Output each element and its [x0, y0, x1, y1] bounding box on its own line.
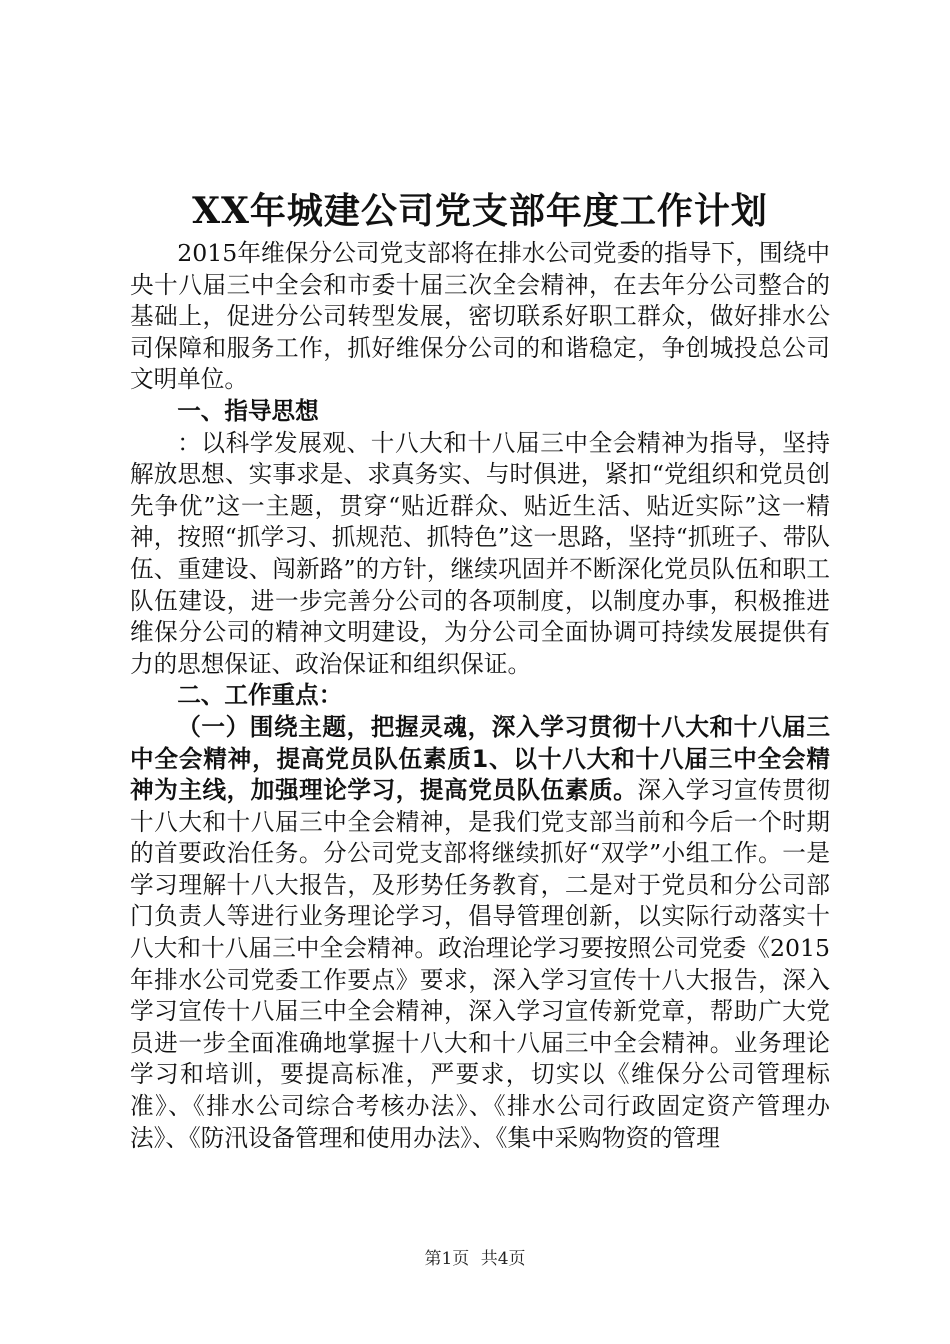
work-focus-body: 深入学习宣传贯彻十八大和十八届三中全会精神，是我们党支部当前和今后一个时期的首要政治任务。分公司党支部将继续抓好“双学”小组工作。一是学习理解十八大报告，及形势任务教育，二是对于党员和分公司部门负责人等进行业务理论学习，倡导管理创新，以实际行动落实十八大和十八届三中全会精神。政治理论学习要按照公司党委《2015年排水公司党委工作要点》要求，深入学习宣传十八大报告，深入学习宣传十八届三中全会精神，深入学习宣传新党章，帮助广大党员进一步全面准确地掌握十八大和十八届三中全会精神。业务理论学习和培训，要提高标准，严要求，切实以《维保分公司管理标准》、《排水公司综合考核办法》、《排水公司行政固定资产管理办法》、《防汛设备管理和使用办法》、《集中采购物资的管理	[130, 776, 831, 1152]
work-focus-paragraph	[130, 712, 830, 1154]
page-total: 共4页	[480, 1249, 526, 1269]
section-heading-work-focus: 二、工作重点：	[177, 681, 343, 710]
work-focus-subheading: （一）围绕主题，把握灵魂，深入学习贯彻十八大和十八届三中全会精神，提高党员队伍素质1、以十八大和十八届三中全会精神为主线，加强理论学习，提高党员队伍素质。	[130, 712, 830, 805]
guiding-thought-paragraph: ：以科学发展观、十八大和十八届三中全会精神为指导，坚持解放思想、实事求是、求真务实、与时俱进，紧扣“党组织和党员创先争优”这一主题，贯穿“贴近群众、贴近生活、贴近实际”这一精神，按照“抓学习、抓规范、抓特色”这一思路，坚持“抓班子、带队伍、重建设、闯新路”的方针，继续巩固并不断深化党员队伍和职工队伍建设，进一步完善分公司的各项制度，以制度办事，积极推进维保分公司的精神文明建设，为分公司全面协调可持续发展提供有力的思想保证、政治保证和组织保证。	[130, 428, 830, 678]
section-heading-guiding-thought: 一、指导思想	[177, 396, 319, 425]
document-page	[130, 186, 830, 1154]
page-footer	[0, 1244, 950, 1269]
intro-paragraph: 2015年维保分公司党支部将在排水公司党委的指导下，围绕中央十八届三中全会和市委十届三次全会精神，在去年分公司整合的基础上，促进分公司转型发展，密切联系好职工群众，做好排水公司保障和服务工作，抓好维保分公司的和谐稳定，争创城投总公司文明单位。	[130, 239, 830, 394]
document-title: XX年城建公司党支部年度工作计划	[192, 190, 768, 232]
page-number: 第1页	[424, 1249, 470, 1269]
